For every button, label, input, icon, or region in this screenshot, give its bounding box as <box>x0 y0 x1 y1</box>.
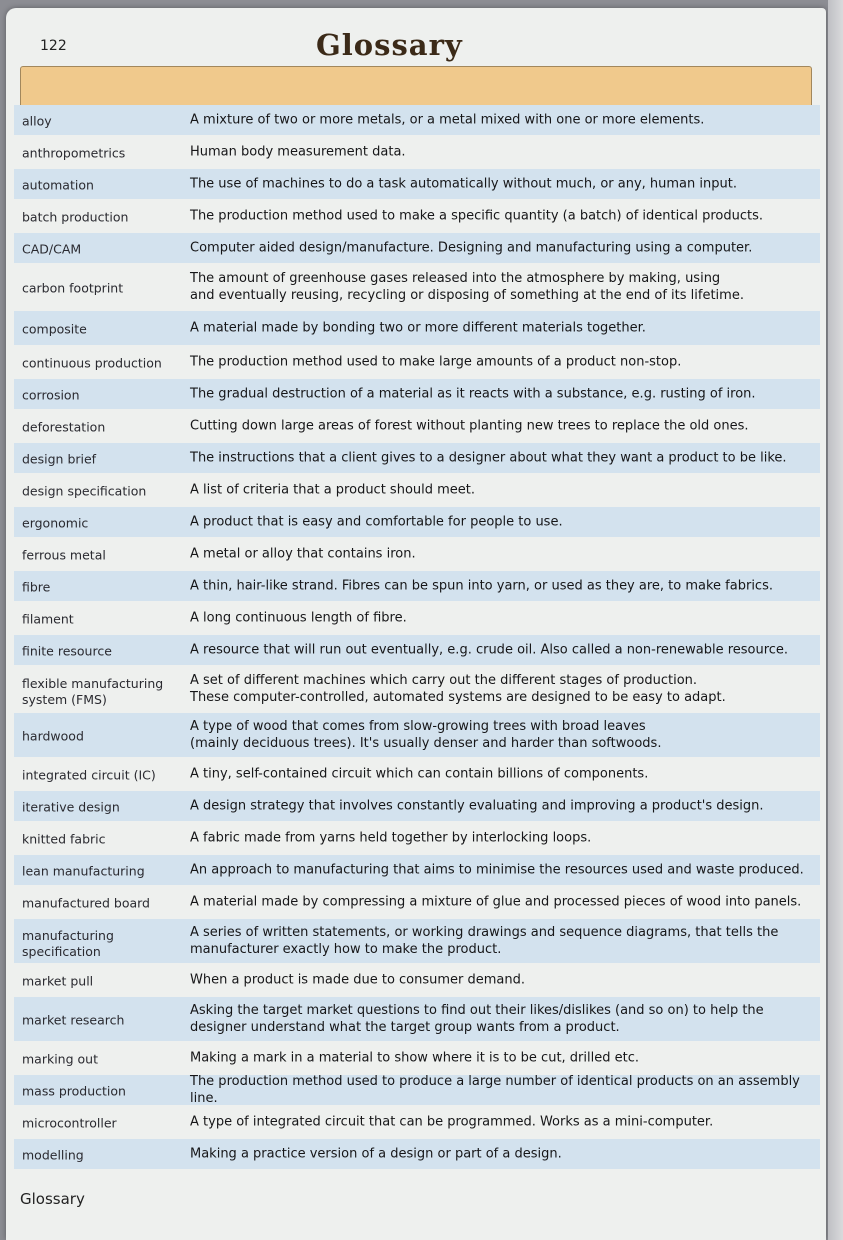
glossary-entry <box>14 667 820 711</box>
glossary-term: lean manufacturing <box>22 863 145 879</box>
glossary-entry <box>14 169 820 199</box>
glossary-page <box>6 8 826 1240</box>
glossary-definition: The production method used to make large amounts of a product non-stop. <box>190 354 682 370</box>
glossary-definition: A fabric made from yarns held together by interlocking loops. <box>190 830 592 846</box>
glossary-entry <box>14 887 820 917</box>
glossary-definition: A resource that will run out eventually, e.g. crude oil. Also called a non-renewable resource. <box>190 642 789 658</box>
glossary-entry <box>14 233 820 263</box>
glossary-term: manufacturing specification <box>22 928 114 960</box>
glossary-entry <box>14 539 820 569</box>
glossary-definition: Human body measurement data. <box>190 144 406 160</box>
glossary-entry <box>14 571 820 601</box>
glossary-entry <box>14 201 820 231</box>
glossary-definition: A series of written statements, or working drawings and sequence diagrams, that tells the manufacturer exactly how to make the product. <box>190 925 779 957</box>
glossary-term: design brief <box>22 451 97 467</box>
glossary-entry <box>14 759 820 789</box>
glossary-definition: When a product is made due to consumer demand. <box>190 972 526 988</box>
next-page-edge <box>828 0 843 1240</box>
glossary-entry <box>14 713 820 757</box>
glossary-definition: Cutting down large areas of forest without planting new trees to replace the old ones. <box>190 418 749 434</box>
glossary-definition: The production method used to produce a large number of identical products on an assembly line. <box>190 1074 800 1106</box>
glossary-term: alloy <box>22 113 52 129</box>
glossary-entry <box>14 791 820 821</box>
glossary-term: ergonomic <box>22 515 89 531</box>
glossary-term: CAD/CAM <box>22 241 82 257</box>
glossary-definition: An approach to manufacturing that aims to minimise the resources used and waste produced. <box>190 862 804 878</box>
glossary-term: batch production <box>22 209 129 225</box>
glossary-entry <box>14 347 820 377</box>
glossary-term: market research <box>22 1012 125 1028</box>
glossary-entry <box>14 823 820 853</box>
glossary-term: manufactured board <box>22 895 150 911</box>
glossary-term: iterative design <box>22 799 120 815</box>
glossary-term: automation <box>22 177 94 193</box>
glossary-term: deforestation <box>22 419 106 435</box>
glossary-definition: A mixture of two or more metals, or a metal mixed with one or more elements. <box>190 112 705 128</box>
glossary-definition: The use of machines to do a task automatically without much, or any, human input. <box>190 176 737 192</box>
glossary-entry <box>14 311 820 345</box>
glossary-entry <box>14 265 820 309</box>
glossary-definition: A material made by bonding two or more different materials together. <box>190 320 646 336</box>
glossary-term: design specification <box>22 483 147 499</box>
glossary-definition: A product that is easy and comfortable for people to use. <box>190 514 563 530</box>
glossary-term: anthropometrics <box>22 145 126 161</box>
glossary-entry <box>14 1107 820 1137</box>
glossary-definition: The gradual destruction of a material as it reacts with a substance, e.g. rusting of iron. <box>190 386 756 402</box>
glossary-term: knitted fabric <box>22 831 106 847</box>
glossary-term: fibre <box>22 579 51 595</box>
page-number: 122 <box>40 38 67 54</box>
glossary-entry <box>14 855 820 885</box>
glossary-definition: A long continuous length of fibre. <box>190 610 407 626</box>
glossary-entry <box>14 137 820 167</box>
glossary-entry <box>14 919 820 963</box>
glossary-definition: A set of different machines which carry out the different stages of production. These computer-controlled, automated systems are designed to be easy to adapt. <box>190 673 726 705</box>
glossary-entry <box>14 965 820 995</box>
glossary-term: composite <box>22 321 87 337</box>
glossary-entry <box>14 635 820 665</box>
glossary-entry <box>14 1075 820 1105</box>
glossary-definition: A metal or alloy that contains iron. <box>190 546 416 562</box>
glossary-entry <box>14 411 820 441</box>
glossary-definition: The instructions that a client gives to a designer about what they want a product to be like. <box>190 450 787 466</box>
glossary-definition: Making a mark in a material to show where it is to be cut, drilled etc. <box>190 1050 639 1066</box>
glossary-entry <box>14 603 820 633</box>
glossary-definition: A thin, hair-like strand. Fibres can be spun into yarn, or used as they are, to make fabrics. <box>190 578 773 594</box>
glossary-entry <box>14 1043 820 1073</box>
glossary-term: continuous production <box>22 355 162 371</box>
glossary-entry <box>14 507 820 537</box>
glossary-definition: Computer aided design/manufacture. Designing and manufacturing using a computer. <box>190 240 753 256</box>
glossary-term: filament <box>22 611 74 627</box>
glossary-term: modelling <box>22 1147 84 1163</box>
glossary-definition: Making a practice version of a design or part of a design. <box>190 1146 562 1162</box>
glossary-entry <box>14 1139 820 1169</box>
glossary-term: hardwood <box>22 728 84 744</box>
glossary-entry <box>14 105 820 135</box>
page-title: Glossary <box>316 28 463 62</box>
glossary-term: market pull <box>22 973 94 989</box>
glossary-entry <box>14 475 820 505</box>
glossary-entry <box>14 997 820 1041</box>
glossary-definition: Asking the target market questions to find out their likes/dislikes (and so on) to help the designer understand what the target group wants from a product. <box>190 1003 764 1035</box>
glossary-term: microcontroller <box>22 1115 117 1131</box>
glossary-entry <box>14 443 820 473</box>
glossary-term: integrated circuit (IC) <box>22 767 156 783</box>
glossary-definition: The production method used to make a specific quantity (a batch) of identical products. <box>190 208 763 224</box>
glossary-term: mass production <box>22 1083 126 1099</box>
glossary-definition: A material made by compressing a mixture of glue and processed pieces of wood into panels. <box>190 894 802 910</box>
glossary-definition: A list of criteria that a product should meet. <box>190 482 476 498</box>
glossary-definition: A type of wood that comes from slow-growing trees with broad leaves (mainly deciduous trees). It's usually denser and harder than softwoods. <box>190 719 662 751</box>
glossary-term: ferrous metal <box>22 547 106 563</box>
glossary-definition: A type of integrated circuit that can be programmed. Works as a mini-computer. <box>190 1114 714 1130</box>
page-footer: Glossary <box>20 1190 85 1208</box>
glossary-entry <box>14 379 820 409</box>
glossary-term: flexible manufacturing system (FMS) <box>22 676 164 708</box>
glossary-term: finite resource <box>22 643 112 659</box>
glossary-definition: A tiny, self-contained circuit which can contain billions of components. <box>190 766 649 782</box>
glossary-term: carbon footprint <box>22 280 124 296</box>
glossary-definition: A design strategy that involves constantly evaluating and improving a product's design. <box>190 798 764 814</box>
glossary-term: corrosion <box>22 387 80 403</box>
glossary-term: marking out <box>22 1051 98 1067</box>
glossary-definition: The amount of greenhouse gases released into the atmosphere by making, using and eventually reusing, recycling or disposing of something at the end of its lifetime. <box>190 271 744 303</box>
